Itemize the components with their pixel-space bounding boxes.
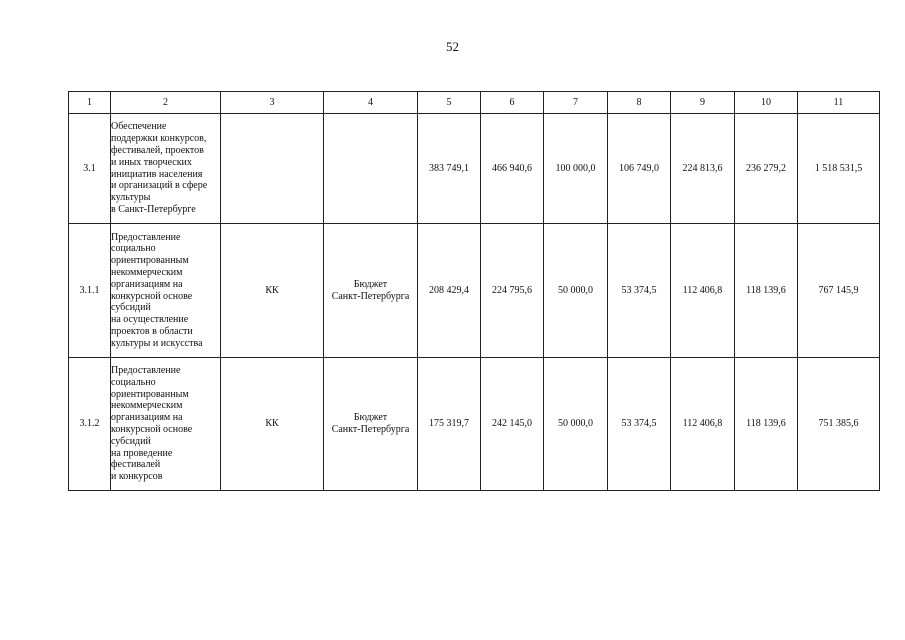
value-cell: 383 749,1 (418, 114, 481, 224)
column-header: 9 (671, 92, 735, 114)
value-cell: 112 406,8 (671, 358, 735, 491)
executor-cell: КК (221, 358, 324, 491)
funding-source-cell: Бюджет Санкт-Петербурга (324, 224, 418, 358)
item-number: 3.1.1 (69, 224, 111, 358)
table-row (69, 358, 880, 491)
table-row (69, 224, 880, 358)
total-cell: 1 518 531,5 (798, 114, 880, 224)
value-cell: 242 145,0 (481, 358, 544, 491)
value-cell: 53 374,5 (608, 358, 671, 491)
value-cell: 106 749,0 (608, 114, 671, 224)
budget-table (68, 91, 880, 491)
column-header: 6 (481, 92, 544, 114)
column-header: 4 (324, 92, 418, 114)
item-name: Обеспечение поддержки конкурсов, фестивалей, проектов и иных творческих инициатив населения и организаций в сфере культуры в Санкт-Петербурге (111, 114, 221, 224)
value-cell: 118 139,6 (735, 358, 798, 491)
value-cell: 224 795,6 (481, 224, 544, 358)
item-number: 3.1 (69, 114, 111, 224)
funding-source-cell: Бюджет Санкт-Петербурга (324, 358, 418, 491)
value-cell: 53 374,5 (608, 224, 671, 358)
executor-cell (221, 114, 324, 224)
column-header: 5 (418, 92, 481, 114)
column-header: 10 (735, 92, 798, 114)
value-cell: 100 000,0 (544, 114, 608, 224)
value-cell: 466 940,6 (481, 114, 544, 224)
column-header: 8 (608, 92, 671, 114)
column-header: 7 (544, 92, 608, 114)
item-name: Предоставление социально ориентированным некоммерческим организациям на конкурсной основе субсидий на осуществление проектов в области культуры и искусства (111, 224, 221, 358)
item-name: Предоставление социально ориентированным некоммерческим организациям на конкурсной основе субсидий на проведение фестивалей и конкурсов (111, 358, 221, 491)
value-cell: 112 406,8 (671, 224, 735, 358)
value-cell: 224 813,6 (671, 114, 735, 224)
column-header: 1 (69, 92, 111, 114)
executor-cell: КК (221, 224, 324, 358)
funding-source-cell (324, 114, 418, 224)
value-cell: 208 429,4 (418, 224, 481, 358)
table-row (69, 114, 880, 224)
value-cell: 50 000,0 (544, 358, 608, 491)
value-cell: 236 279,2 (735, 114, 798, 224)
column-header: 3 (221, 92, 324, 114)
table-header-row (69, 92, 880, 114)
column-header: 11 (798, 92, 880, 114)
page-number: 52 (446, 39, 459, 54)
item-number: 3.1.2 (69, 358, 111, 491)
total-cell: 751 385,6 (798, 358, 880, 491)
total-cell: 767 145,9 (798, 224, 880, 358)
value-cell: 50 000,0 (544, 224, 608, 358)
value-cell: 175 319,7 (418, 358, 481, 491)
value-cell: 118 139,6 (735, 224, 798, 358)
column-header: 2 (111, 92, 221, 114)
